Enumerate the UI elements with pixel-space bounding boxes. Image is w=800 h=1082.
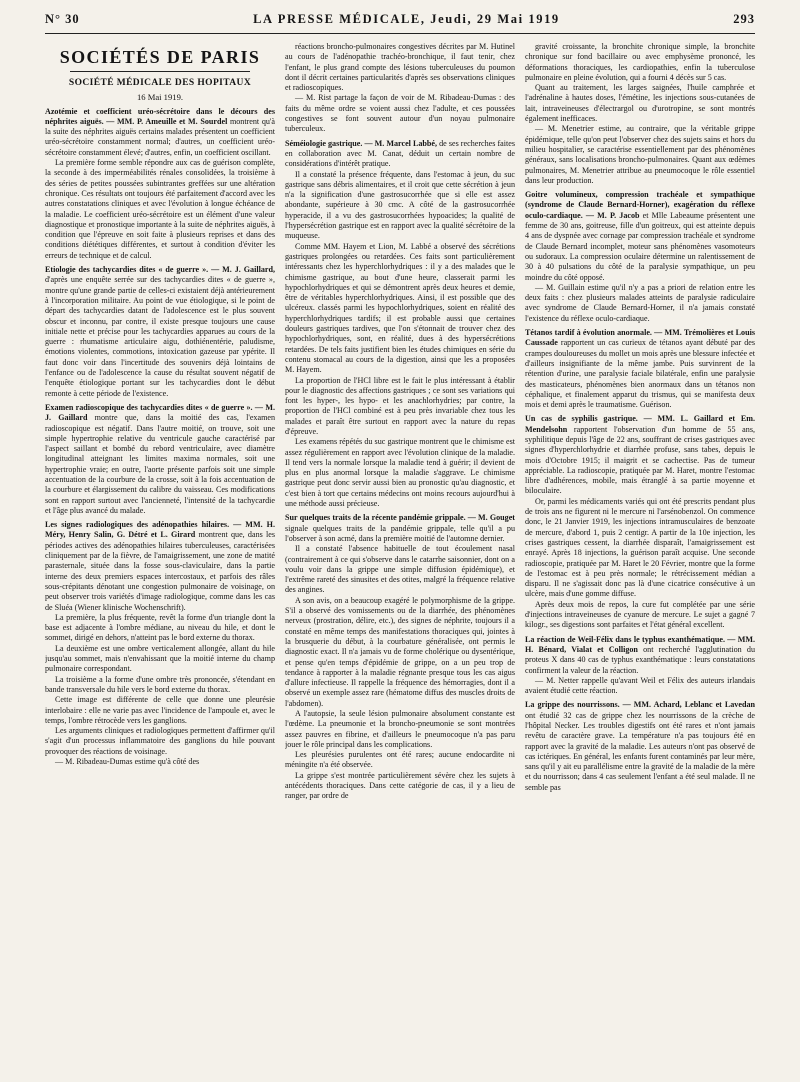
paragraph [45, 644, 275, 675]
page-number: 293 [733, 11, 755, 26]
communication-title: Tétanos tardif à évolution anormale. — MM. Trémolières et Louis Caussade [525, 328, 755, 348]
paragraph [525, 700, 755, 793]
paragraph [45, 107, 275, 158]
paragraph-text: de ses recherches faites en collaboration avec M. Canat, déduit un certain nombre de considérations d'intérêt pratique. [285, 138, 515, 169]
paragraph [285, 437, 515, 509]
paragraph-text: — M. Menetrier estime, au contraire, que la véritable grippe épidémique, telle qu'on peut l'observer chez des sujets sains et hors du milieu hospitalier, se caractérise essentiellement par des phénomènes généraux, sans localisations broncho-pulmonaires. Quant aux œdèmes pulmonaires, M. Menetrier attribue au pneumocoque le rôle essentiel dans leur production. [525, 124, 755, 185]
communication-title: Etiologie des tachycardies dites « de guerre ». — M. J. Gaillard, [45, 265, 275, 275]
paragraph [45, 695, 275, 726]
paragraph-text: et Mlle Labeaume présentent une femme de 30 ans, goitreuse, fille d'un goitreux, qui est atteinte depuis 4 ans de dyspnée avec cornage par compression trachéale et syndrome de Claude Bernard incomplet, moteur sans phénomènes vasomoteurs ou sudoraux. La compression oculaire détermine un ralentissement de 30 à 40 pulsations du côté de la paralysie sympathique, un peu moindre du côté opposé. [525, 210, 755, 282]
paragraph [525, 676, 755, 697]
communication-title: Azotémie et coefficient uréo-sécrétoire dans le décours des néphrites aiguës. — MM. P. Ameuille et M. Sourdel [45, 106, 275, 126]
paragraph [525, 635, 755, 676]
session-date: 16 Mai 1919. [136, 92, 184, 103]
paragraph-text: Les pleurésies purulentes ont été rares; aucune endocardite ni méningite n'a été observée. [285, 750, 515, 770]
paragraph [45, 520, 275, 613]
paragraph-text: Quant au traitement, les larges saignées, l'huile camphrée et l'adrénaline à hautes doses, l'émétine, les injections sous-cutanées de lait, intraveineuses d'électrargol ou d'urotropine, se sont montrés également inefficaces. [525, 83, 755, 124]
paragraph-text: La proportion de l'HCl libre est le fait le plus intéressant à établir pour le diagnostic des affections gastriques ; ce sont ses variations qui font les hyper-, les hypo- et les anachlorhydries; par contre, la proportion de l'HCl combiné est à peu près invariable chez tous les malades et paraît être surtout en rapport avec la nature du repas d'épreuve. [285, 375, 515, 436]
paragraph-text: La grippe s'est montrée particulièrement sévère chez les sujets à antécédents thoraciques. Dans cette catégorie de cas, il y a lieu de ranger, par ordre de [285, 770, 515, 801]
paragraph [285, 376, 515, 438]
issue-number: N° 30 [45, 11, 80, 26]
paragraph-text: réactions broncho-pulmonaires congestives décrites par M. Hutinel au cours de l'adénopathie trachéo-bronchique, il faut tenir, chez l'enfant, le plus grand compte des lésions tuberculeuses du poumon dont il décrit certaines particularités d'après ses observations cliniques et radioscopiques. [285, 42, 515, 93]
paragraph [285, 42, 515, 93]
communication-title: La réaction de Weil-Félix dans le typhus exanthématique. — MM. H. Bénard, Vialat et Colligon [525, 634, 755, 654]
paragraph-text: montrent qu'à la suite des néphrites aiguës certains malades présentent un coefficient uréo-sécrétoire constamment normal; d'autres, un coefficient uréo-sécrétoire constamment élevé; d'autres, enfin, un coefficient oscillant. [45, 116, 275, 157]
paragraph-text: — M. Ribadeau-Dumas estime qu'à côté des [55, 757, 200, 766]
paragraph [285, 596, 515, 709]
paragraph-text: La première forme semble répondre aux cas de guérison complète, la seconde à des imperméabilités rénales consolidées, la troisième à des séries de petites poussées subintrantes greffées sur une altération chronique. Ces résultats ont toujours été parfaitement d'accord avec les autres constatations cliniques et avec l'évolution à longue échéance de la maladie. Le coefficient uréo-sécrétoire est un élément d'une valeur diagnostique et pronostique importante à la suite de néphrites aiguës, à condition que l'épreuve en soit faite à plusieurs reprises et dans des conditions diététiques différentes, et surtout à condition d'éviter les erreurs de technique et de calcul. [45, 158, 275, 260]
column-3 [525, 42, 755, 1072]
paragraph-text: — M. Guillain estime qu'il n'y a pas a priori de relation entre les deux faits : chez plusieurs malades atteints de paralysie radiculaire avec syndrome de Claude Bernard-Horner, il n'a jamais constaté l'existence du réflexe oculo-cardiaque. [525, 282, 755, 323]
communication-title: Sur quelques traits de la récente pandémie grippale. — M. Gouget [285, 513, 515, 523]
paragraph [45, 726, 275, 757]
paragraph [285, 93, 515, 134]
paragraph-text: gravité croissante, la bronchite chronique simple, la bronchite chronique sur fond bacillaire ou avec emphysème prononcé, les déformations thoraciques, les cardiopathies, enfin la tuberculose pulmonaire en pleine évolution, qui a fourni 4 décès sur 5 cas. [525, 42, 755, 82]
paragraph [45, 403, 275, 516]
paragraph [525, 42, 755, 83]
paragraph-text: — M. Netter rappelle qu'avant Weil et Félix des auteurs irlandais avaient étudié cette réaction. [525, 675, 755, 696]
paragraph-text: Les arguments cliniques et radiologiques permettent d'affirmer qu'il s'agit d'un processus inflammatoire des ganglions du hile pouvant provoquer des réactions de voisinage. [45, 726, 275, 756]
column-1 [45, 42, 275, 1072]
column-2 [285, 42, 515, 1072]
section-heading: SOCIÉTÉS DE PARIS [59, 47, 261, 67]
paragraph [525, 283, 755, 324]
paragraph-text: A son avis, on a beaucoup exagéré le polymorphisme de la grippe. S'il a observé des vomissements ou de la diarrhée, des phénomènes nerveux (prostration, délire, etc.), des signes de néphrite, toujours il a constaté en même temps des manifestations thoraciques qui, jointes à la brusquerie du début, à la courbature généralisée, ont permis le diagnostic exact. Il n'a jamais vu de forme cholérique ou dysentérique, et pense qu'en temps d'épidémie de grippe, on a un peu trop de tendance à rapporter à la maladie régnante presque tous les cas aigus d'allure infectieuse. Il rappelle la fréquence des hémorragies, dont il a observé un exemple assez rare (hématome diffus des muscles droits de l'abdomen). [285, 595, 515, 708]
paragraph-text: — M. Rist partage la façon de voir de M. Ribadeau-Dumas : des faits du même ordre se voient aussi chez l'adulte, et ces poussées congestives se font souvent autour d'un noyau pulmonaire tuberculeux. [285, 93, 515, 134]
paragraph-text: montrent que, dans les périodes actives des adénopathies hilaires tuberculeuses, caractérisées cliniquement par de la fièvre, de l'amaigrissement, une zone de matité parasternale, située dans la fosse sous-claviculaire, dans la partie interne des deux premiers espaces intercostaux, et parfois des râles sous-crépitants dénotant une congestion pulmonaire de voisinage, on peut observer trois variétés d'image radiologique, comme dans les cas de Sluéa (Wiener klinische Wochenschrift). [45, 530, 275, 612]
paragraph [525, 497, 755, 600]
communication-title: Un cas de syphilis gastrique. — MM. L. Gaillard et Em. Mendelsohn [525, 414, 755, 434]
communication-title: Goitre volumineux, compression trachéale et sympathique (syndrome de Claude Bernard-Horner), exagération du réflexe oculo-cardiaque. — M. P. Jacob [525, 190, 755, 220]
paragraph-text: Comme MM. Hayem et Lion, M. Labbé a observé des sécrétions gastriques prolongées ou retardées. Ces faits sont particulièrement intéressants chez les hyperchlorhydriques : il y a des malades que le chimisme gastrique, au bout d'une heure, classerait parmi les hypochlorhydriques et qui se démontrent après deux heures et demie, être de véritables hyperchlorhydriques. Ainsi, il est possible que des ulcéreux. classés parmi les hypochlorhydriques, soient en réalité des hyperchlorhydriques tardifs; il est probable aussi que certaines douleurs gastriques tardives, que l'on s'étonnait de trouver chez des hypochlorhydriques, sont, en réalité, dues à des hypersécrétions retardées. De tels faits justifient bien les études chimiques en série du contenu stomacal au cours de la digestion, ainsi que les a proposées M. Hayem. [285, 241, 515, 375]
paragraph [525, 190, 755, 283]
header-rule [45, 33, 755, 34]
paragraph-text: Cette image est différente de celle que donne une pleurésie interlobaire : elle ne varie pas avec l'incidence de l'ampoule et, avec le temps, l'ombre rétrocède vers les ganglions. [45, 695, 275, 725]
paragraph-text: Les examens répétés du suc gastrique montrent que le chimisme est assez régulièrement en rapport avec l'évolution clinique de la maladie. Il tend vers la normale lorsque la maladie tend à guérir; il devient de plus en plus anormal lorsque la maladie s'aggrave. Le chimisme gastrique peut donc servir aussi bien au pronostic qu'au diagnostic, et c'est bien à tort que certains médecins ont moins recours aujourd'hui à une méthode aussi précieuse. [285, 437, 515, 509]
paragraph [285, 771, 515, 802]
article-columns [45, 42, 757, 1072]
paragraph [285, 242, 515, 376]
paragraph-text: signale quelques traits de la pandémie grippale, telle qu'il a pu l'observer à son acmé, dans la première moitié de l'automne dernier. [285, 523, 515, 543]
paragraph [525, 600, 755, 631]
paragraph [45, 613, 275, 644]
journal-title: LA PRESSE MÉDICALE, Jeudi, 29 Mai 1919 [253, 11, 560, 26]
communication-title: Examen radioscopique des tachycardies dites « de guerre ». — M. J. Gaillard [45, 402, 275, 423]
paragraph-text: rapportent un cas curieux de tétanos ayant débuté par des crampes douloureuses du mollet un mois après une blessure infectée et d'ailleurs insignifiante de la même jambe. Puis survinrent de la rétention d'urine, une paralysie faciale bilatérale, enfin une paralysie des masticateurs, phénomènes bien anormaux dans un tétanos non céphalique, et finalement apparut du trismus, qui se manifesta deux mois et demi après le traumatisme. Guérison. [525, 338, 755, 410]
paragraph [285, 170, 515, 242]
paragraph-text: ont recherché l'agglutination du proteus X dans 40 cas de typhus exanthématique : leurs constatations confirment la valeur de la réaction. [525, 644, 755, 675]
paragraph-text: La deuxième est une ombre verticalement allongée, allant du hile jusqu'au sommet, mais n'envahissant que la moitié interne du champ pulmonaire correspondant. [45, 643, 275, 674]
paragraph [525, 414, 755, 496]
column-2-body [285, 42, 515, 802]
paragraph-text: La première, la plus fréquente, revêt la forme d'un triangle dont la base est adjacente à l'ombre médiane, au niveau du hile, et dont le sommet, dirigé en dehors, n'atteint pas le bord externe du thorax. [45, 612, 275, 643]
paragraph-text: d'après une enquête serrée sur des tachycardies dites « de guerre », montre qu'une grande partie de celles-ci existaient déjà antérieurement à l'incorporation militaire. Au point de vue étiologique, si le point de départ des tachycardies datant de l'adolescence est le plus souvent obscur et inconnu, par contre, il existe presque toujours une cause initiale nette et précise pour les tachycardies apparues au cours de la guerre : rhumatisme articulaire aigu, dothiénentérie, paludisme, émotions violentes, commotions, intoxication gazeuse par ypérite. Il faut donc voir dans l'incertitude des souvenirs déjà lointains de l'enfance ou de l'adolescence la cause du résultat souvent négatif de l'enquête étiologique portant sur les tachycardies dont le début remonte à cette période de l'existence. [45, 275, 275, 398]
communication-title: Séméiologie gastrique. — M. Marcel Labbé, [285, 138, 438, 148]
communication-title: La grippe des nourrissons. — MM. Achard, Leblanc et Lavedan [525, 700, 755, 710]
paragraph [45, 675, 275, 696]
paragraph-text: La troisième a la forme d'une ombre très prononcée, s'étendant en bande transversale du hile vers le bord externe du thorax. [45, 674, 275, 694]
paragraph-text: montre que, dans la moitié des cas, l'examen radioscopique est négatif. Dans l'autre moitié, on trouve, soit une simple hypertrophie relative du ventricule gauche caractérisé par l'aspect saillant et bombé du rebord ventriculaire, avec diamètre longitudinal atteignant les limites maxima normales, soit une hypertrophie vraie; en outre, l'aorte présente parfois soit une simple accentuation de la courbure de la crosse, soit à la fois accentuation de la courbure et élargissement du calibre du vaisseau. Ces modifications sont en rapport surtout avec l'ancienneté, l'intensité de la tachycardie et l'âge plus avancé du malade. [45, 413, 275, 515]
paragraph-text: Or, parmi les médicaments variés qui ont été prescrits pendant plus de trois ans ne figurent ni le mercure ni l'arsénobenzol. On commence donc, le 21 Janvier 1919, les injections intramusculaires de benzoate de mercure, d'abord 1, puis 2 centigr. A partir de la 10e injection, les crises gastriques cessent, la diarrhée disparaît, l'amaigrissement est enrayé. Après 18 injections, la guérison paraît acquise. Une seconde radioscopie, pratiquée par M. Haret le 20 Février, montre que la forme de l'estomac est à peu près normale; le rétrécissement médian a disparu. Il ne s'agissait donc pas là d'une cicatrice consécutive à un ulcère, mais d'une gomme diffuse. [525, 496, 755, 599]
paragraph [45, 757, 275, 767]
column-1-body [45, 107, 275, 768]
paragraph-text: Il a constaté la présence fréquente, dans l'estomac à jeun, du suc gastrique sans débris alimentaires, et il croit que cette sécrétion à jeun n'a la signification d'une gastrosucorrhée que si elle est assez abondante, supérieure à 30 cmc. A côté de la gastrosucorrhée hyperacide, il a vu des gastrosucorrhées hypoacides; la qualité de l'hypersécrétion gastrique est en rapport avec la qualité sécrétoire de la muqueuse. [285, 169, 515, 241]
society-heading: SOCIÉTÉ MÉDICALE DES HOPITAUX [68, 78, 252, 88]
paragraph [525, 83, 755, 124]
page-header [45, 8, 755, 30]
paragraph [45, 158, 275, 261]
paragraph-text: ont étudié 32 cas de grippe chez les nourrissons de la crèche de l'hôpital Necker. Les troubles digestifs ont été rares et n'ont jamais revêtu de caractère grave. La température n'a pas toujours été en rapport avec la gravité de la maladie. Les auteurs n'ont pas observé de cas ictériques. En général, les enfants furent contaminés par leur mère, sans qu'il y ait eu parallélisme entre la gravité de la maladie de la mère et du nourrisson; dans 4 cas seulement l'enfant a été seul malade. Il ne semble pas [525, 710, 755, 792]
paragraph [285, 544, 515, 595]
paragraph [285, 709, 515, 750]
communication-title: Les signes radiologiques des adénopathies hilaires. — MM. H. Méry, Henry Salin, G. Détré et L. Girard [45, 520, 275, 540]
paragraph-text: Il a constaté l'absence habituelle de tout écoulement nasal (contrairement à ce qui s'observe dans le catarrhe saisonnier, dont on a voulu voir dans la grippe une simple diffusion épidémique), et l'extrême rareté des sinusites et des otites, malgré la fréquence relative des angines. [285, 544, 515, 595]
paragraph-text: A l'autopsie, la seule lésion pulmonaire absolument constante est l'œdème. La pneumonie et la broncho-pneumonie se sont montrées assez pauvres en fibrine, et d'ailleurs le pneumocoque n'a pas paru jouer le rôle principal dans les complications. [285, 709, 515, 749]
paragraph [285, 513, 515, 544]
paragraph [525, 328, 755, 410]
paragraph [525, 124, 755, 186]
paragraph [285, 750, 515, 771]
title-rule [70, 71, 249, 72]
paragraph-text: Après deux mois de repos, la cure fut complétée par une série d'injections intraveineuses de cyanure de mercure. Le sujet a gagné 7 kilogr., ses digestions sont parfaites et l'état général excellent. [525, 599, 755, 630]
paragraph [45, 265, 275, 399]
column-3-body [525, 42, 755, 793]
paragraph [285, 139, 515, 170]
paragraph-text: rapportent l'observation d'un homme de 55 ans, syphilitique depuis l'âge de 22 ans, souffrant de crises gastriques avec signes d'hyperchlorhydrie et diarrhée profuse, sans tabes, depuis le mois d'Octobre 1915; il maigrit et se cachectise. Pas de tumeur appréciable. La radioscopie, pratiquée par M. Haret, montre l'estomac libre d'adhérences, mobile, mais étranglé à sa partie moyenne et biloculaire. [525, 424, 755, 496]
